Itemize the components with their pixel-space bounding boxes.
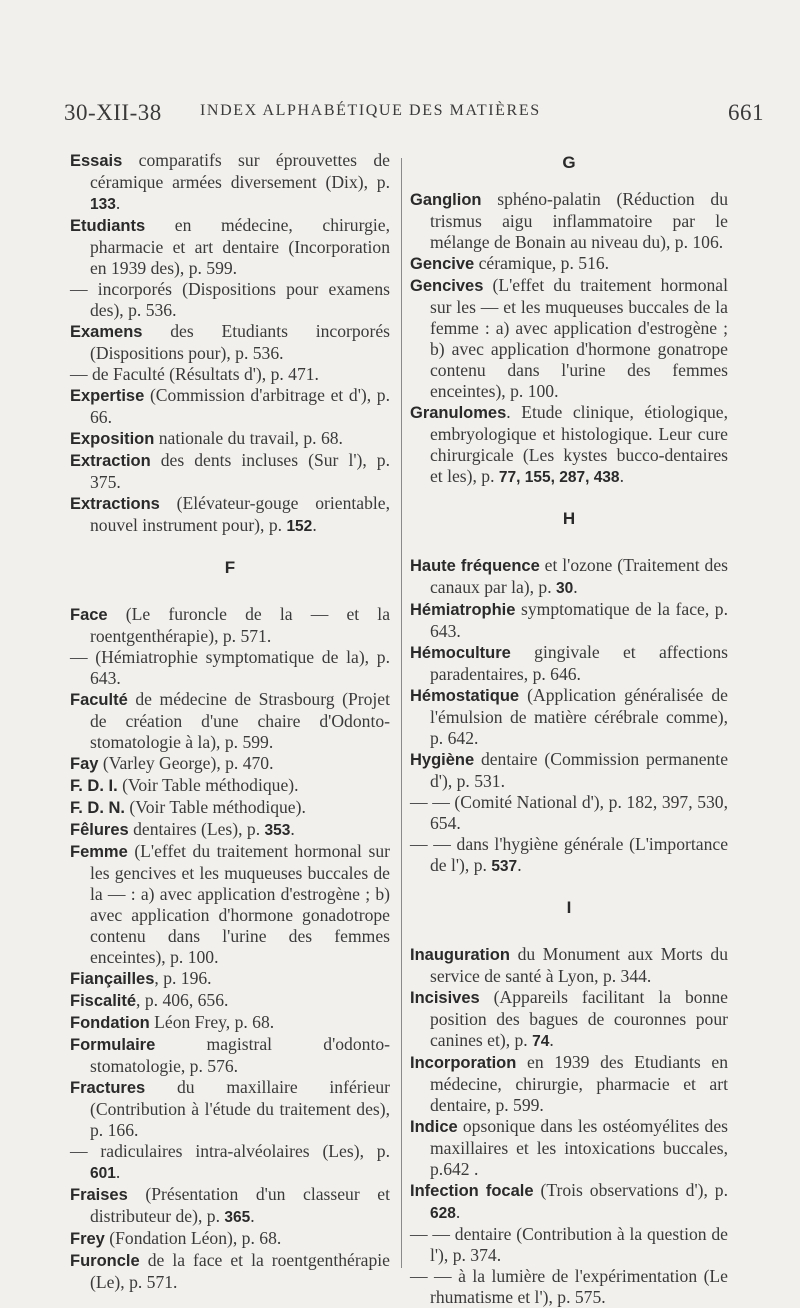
entry-keyword: Hygiène (410, 751, 475, 769)
entry-keyword: Gencive (410, 255, 475, 273)
left-column (70, 150, 390, 1293)
entry-text: magistral d'odonto-stomatologie, p. 576. (90, 1034, 390, 1076)
entry-text: et l'ozone (Traitement des canaux par la), p. (430, 555, 728, 597)
index-entry (70, 1034, 390, 1077)
entry-tail: . (312, 515, 317, 535)
entry-keyword: Hémoculture (410, 644, 511, 662)
entry-text: (Trois observations d'), p. (533, 1180, 728, 1200)
index-entry (410, 1180, 728, 1224)
index-entry (70, 775, 390, 797)
index-entry (70, 819, 390, 841)
entry-text: — — dentaire (Contribution à la question de l'), p. 374. (410, 1224, 728, 1265)
index-entry (410, 555, 728, 599)
entry-keyword: Exposition (70, 430, 155, 448)
index-entry (410, 642, 728, 685)
entry-text: — radiculaires intra-alvéolaires (Les), p. (70, 1141, 390, 1161)
entry-text: comparatifs sur éprouvettes de céramique armées diversement (Dix), p. (90, 150, 390, 192)
entry-text: (Le furoncle de la — et la roentgenthérapie), p. 571. (90, 604, 390, 646)
entry-page-ref: 353 (264, 822, 291, 839)
entry-text: (L'effet du traitement hormonal sur les gencives et les muqueuses buccales de la — : a) avec application d'estrogène ; b) avec application d'hormone gonadotrope contenu dans l'urine des femmes enceintes), p. 100. (90, 841, 390, 967)
index-entry (70, 450, 390, 493)
entry-tail: . (115, 1162, 121, 1182)
entry-text: nationale du travail, p. 68. (154, 428, 343, 448)
entry-keyword: Fiscalité (70, 992, 137, 1010)
entry-keyword: Hémostatique (410, 687, 520, 705)
index-entry (410, 599, 728, 642)
page-header (64, 100, 764, 134)
index-entry (70, 647, 390, 689)
page-number: 661 (728, 100, 764, 125)
index-entry (70, 1012, 390, 1034)
entry-tail: . (455, 1202, 461, 1222)
entry-text: dentaires (Les), p. (128, 819, 265, 839)
entry-keyword: Fractures (70, 1079, 146, 1097)
entry-text: céramique, p. 516. (474, 253, 610, 273)
entry-text: (Application généralisée de l'émulsion de matière cérébrale comme), p. 642. (430, 685, 728, 748)
index-entry (410, 685, 728, 749)
index-entry (70, 841, 390, 968)
entry-keyword: Fraises (70, 1186, 128, 1204)
index-entry (70, 689, 390, 753)
section-letter: I (566, 898, 572, 917)
right-column (410, 150, 728, 1308)
entry-keyword: Granulomes (410, 404, 507, 422)
entry-text: opsonique dans les ostéomyélites des maxillaires et les intoxications buccales, p.642 . (430, 1116, 728, 1179)
entry-text: — — (Comité National d'), p. 182, 397, 530, 654. (410, 792, 728, 833)
entry-keyword: Indice (410, 1118, 458, 1136)
header-date: 30-XII-38 (64, 100, 162, 125)
entry-text: du Monument aux Morts du service de santé à Lyon, p. 344. (430, 944, 728, 986)
entry-text: de la face et la roentgenthérapie (Le), p. 571. (90, 1250, 390, 1292)
index-entry (70, 797, 390, 819)
entry-text: dentaire (Commission permanente d'), p. 531. (430, 749, 728, 791)
index-entry (70, 1228, 390, 1250)
index-entry (70, 1141, 390, 1184)
index-entry (410, 749, 728, 792)
index-entry (410, 1224, 728, 1266)
entry-keyword: Inauguration (410, 946, 510, 964)
entry-keyword: Fiançailles (70, 970, 155, 988)
entry-tail: . (290, 819, 295, 839)
entry-keyword: Expertise (70, 387, 145, 405)
entry-keyword: Gencives (410, 277, 484, 295)
entry-keyword: Face (70, 606, 108, 624)
index-entry (70, 1077, 390, 1141)
entry-keyword: Infection focale (410, 1182, 534, 1200)
header-title: INDEX ALPHABÉTIQUE DES MATIÈRES (200, 102, 541, 119)
entry-text: — — à la lumière de l'expérimentation (Le rhumatisme et l'), p. 575. (410, 1266, 728, 1307)
entry-keyword: Examens (70, 323, 143, 341)
index-entry (70, 493, 390, 537)
entry-text: (Varley George), p. 470. (98, 753, 274, 773)
entry-text: , p. 196. (154, 968, 212, 988)
index-entry (410, 834, 728, 877)
entry-text: sphéno-palatin (Réduction du trismus aigu inflammatoire par le mélange de Bonain au niveau du), p. 106. (430, 189, 728, 252)
index-entry (70, 385, 390, 428)
entry-text: gingivale et affections paradentaires, p. 646. (430, 642, 728, 684)
entry-page-ref: 628 (430, 1205, 456, 1222)
entry-page-ref: 537 (491, 858, 518, 875)
index-entry (70, 428, 390, 450)
section-letter: F (224, 558, 236, 577)
entry-text: (L'effet du traitement hormonal sur les — et les muqueuses buccales de la femme : a) avec application d'estrogène ; b) avec application d'hormone gonatrope contenu dans l'urine des femmes enceintes), p. 100. (430, 275, 728, 401)
entry-page-ref: 74 (532, 1033, 550, 1050)
section-letter: H (562, 509, 576, 528)
entry-page-ref: 77, 155, 287, 438 (498, 469, 620, 486)
entry-keyword: Faculté (70, 691, 128, 709)
index-entry (70, 150, 390, 215)
entry-keyword: Incorporation (410, 1054, 517, 1072)
entry-text: des dents incluses (Sur l'), p. 375. (90, 450, 390, 492)
index-entry (70, 279, 390, 321)
entry-tail: . (619, 466, 624, 486)
entry-text: du maxillaire inférieur (Contribution à l'étude du traitement des), p. 166. (90, 1077, 390, 1140)
section-letter: G (562, 153, 576, 172)
entry-text: Léon Frey, p. 68. (149, 1012, 275, 1032)
entry-page-ref: 133 (90, 196, 116, 213)
entry-page-ref: 30 (556, 580, 574, 597)
index-entry (410, 792, 728, 834)
entry-keyword: Fay (70, 755, 99, 773)
entry-text: (Fondation Léon), p. 68. (104, 1228, 282, 1248)
entry-text: en 1939 des Etudiants en médecine, chirurgie, pharmacie et art dentaire, p. 599. (430, 1052, 728, 1115)
entry-text: (Voir Table méthodique). (125, 797, 306, 817)
index-entry (410, 1116, 728, 1180)
entry-text: — de Faculté (Résultats d'), p. 471. (70, 364, 319, 384)
entry-keyword: Haute fréquence (410, 557, 540, 575)
entry-text: en médecine, chirurgie, pharmacie et art dentaire (Incorporation en 1939 des), p. 599. (90, 215, 390, 278)
entry-keyword: Ganglion (410, 191, 482, 209)
entry-keyword: Incisives (410, 989, 480, 1007)
entry-page-ref: 601 (90, 1165, 116, 1182)
index-entry (410, 253, 728, 275)
index-entry (410, 987, 728, 1052)
entry-keyword: Frey (70, 1230, 105, 1248)
entry-text: (Appareils facilitant la bonne position des bagues de couronnes pour canines et), p. (430, 987, 728, 1050)
entry-text: — incorporés (Dispositions pour examens des), p. 536. (70, 279, 390, 320)
entry-text: (Elévateur-gouge orientable, nouvel instrument pour), p. (90, 493, 390, 535)
entry-keyword: Fêlures (70, 821, 129, 839)
index-entry (70, 990, 390, 1012)
index-entry (70, 968, 390, 990)
index-entry (410, 275, 728, 402)
entry-keyword: Essais (70, 152, 123, 170)
entry-keyword: Etudiants (70, 217, 146, 235)
entry-tail: . (250, 1206, 255, 1226)
entry-tail: . (549, 1030, 554, 1050)
entry-page-ref: 365 (224, 1209, 251, 1226)
index-entry (70, 364, 390, 385)
entry-keyword: Extractions (70, 495, 160, 513)
entry-keyword: Femme (70, 843, 128, 861)
entry-text: (Présentation d'un classeur et distributeur de), p. (90, 1184, 390, 1226)
entry-keyword: Formulaire (70, 1036, 156, 1054)
entry-text: — — dans l'hygiène générale (L'importance de l'), p. (410, 834, 728, 875)
index-entry (410, 1266, 728, 1308)
entry-text: — (Hémiatrophie symptomatique de la), p. 643. (70, 647, 390, 688)
column-divider (401, 158, 402, 1268)
index-entry (70, 604, 390, 647)
index-entry (70, 753, 390, 775)
entry-text: de médecine de Strasbourg (Projet de création d'une chaire d'Odonto-stomatologie à la), p. 599. (90, 689, 390, 752)
entry-page-ref: 152 (286, 518, 313, 535)
index-entry (410, 944, 728, 987)
entry-text: . Etude clinique, étiologique, embryologique et histologique. Leur cure chirurgicale (Les kystes bucco-dentaires et les), p. (430, 402, 728, 486)
entry-keyword: F. D. I. (70, 777, 118, 795)
entry-tail: . (573, 577, 578, 597)
entry-keyword: F. D. N. (70, 799, 126, 817)
index-entry (410, 1052, 728, 1116)
entry-keyword: Hémiatrophie (410, 601, 516, 619)
index-entry (70, 321, 390, 364)
entry-keyword: Furoncle (70, 1252, 140, 1270)
entry-tail: . (115, 193, 121, 213)
index-entry (410, 402, 728, 488)
index-entry (410, 189, 728, 253)
entry-text: , p. 406, 656. (136, 990, 229, 1010)
entry-text: des Etudiants incorporés (Dispositions pour), p. 536. (90, 321, 390, 363)
index-entry (70, 1184, 390, 1228)
index-entry (70, 215, 390, 279)
entry-keyword: Extraction (70, 452, 151, 470)
entry-text: (Commission d'arbitrage et d'), p. 66. (90, 385, 390, 427)
entry-tail: . (517, 855, 522, 875)
entry-text: symptomatique de la face, p. 643. (430, 599, 728, 641)
entry-text: (Voir Table méthodique). (117, 775, 299, 795)
entry-keyword: Fondation (70, 1014, 150, 1032)
